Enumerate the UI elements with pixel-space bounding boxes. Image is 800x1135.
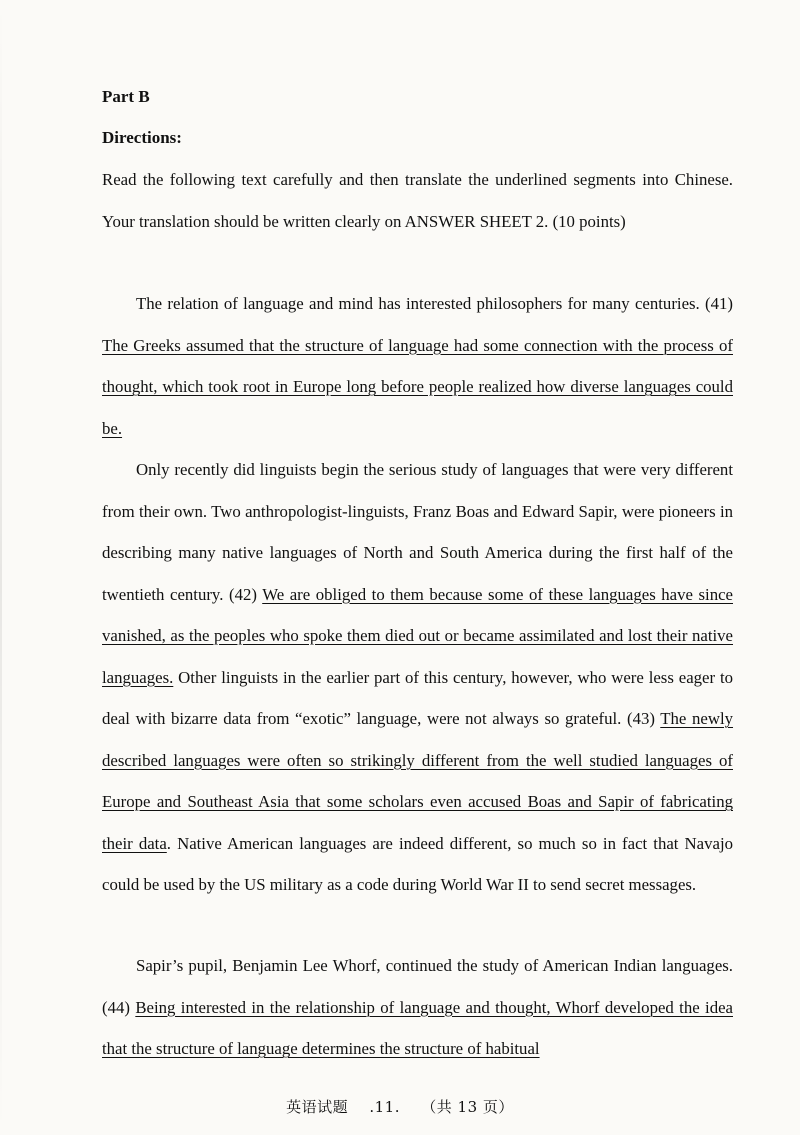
footer-page-number: .11. [369,1098,400,1116]
paragraph-2-text-2: Other linguists in the earlier part of this century, however, who were less eager to deal with bizarre data from “exotic” language, were not always so grateful. (43) [102,667,733,728]
page-footer [0,1096,800,1117]
scan-edge-shadow [0,0,2,1135]
paragraph-3-text-1: Sapir’s pupil, Benjamin Lee Whorf, continued the study of American Indian languages. (44) [102,956,733,1017]
footer-total-pages: （共 13 页） [421,1098,514,1116]
directions-title: Directions: [102,128,182,147]
directions-text [102,159,733,242]
paragraph-2-text-1: Only recently did linguists begin the serious study of languages that were very different from their own. Two anthropologist-linguists, Franz Boas and Edward Sapir, were pioneers in describing many native languages of North and South America during the first half of the twentieth century. (42) [102,460,733,604]
footer-subject: 英语试题 [286,1098,349,1116]
paragraph-2-text-3: . Native American languages are indeed different, so much so in fact that Navajo could be used by the US military as a code during World War II to send secret messages. [102,833,733,894]
translation-segment-42: We are obliged to them because some of these languages have since vanished, as the peoples who spoke them died out or became assimilated and lost their native languages. [102,584,733,687]
translation-segment-41: The Greeks assumed that the structure of language had some connection with the process of thought, which took root in Europe long before people realized how diverse languages could be. [102,335,733,438]
paragraph-1-text-1: The relation of language and mind has interested philosophers for many centuries. (41) [136,294,733,313]
translation-segment-43: The newly described languages were often so strikingly different from the well studied languages of Europe and Southeast Asia that some scholars even accused Boas and Sapir of fabricating their data [102,709,734,853]
part-title: Part B [102,87,150,106]
paragraph-3 [102,945,733,1070]
paragraph-2 [102,449,733,906]
paragraph-1 [102,283,733,449]
translation-segment-44: Being interested in the relationship of language and thought, Whorf developed the idea that the structure of language determines the structure of habitual [102,997,733,1058]
directions-body: Read the following text carefully and then translate the underlined segments into Chinese. Your translation should be written clearly on ANSWER SHEET 2. (10 points) [102,170,733,231]
